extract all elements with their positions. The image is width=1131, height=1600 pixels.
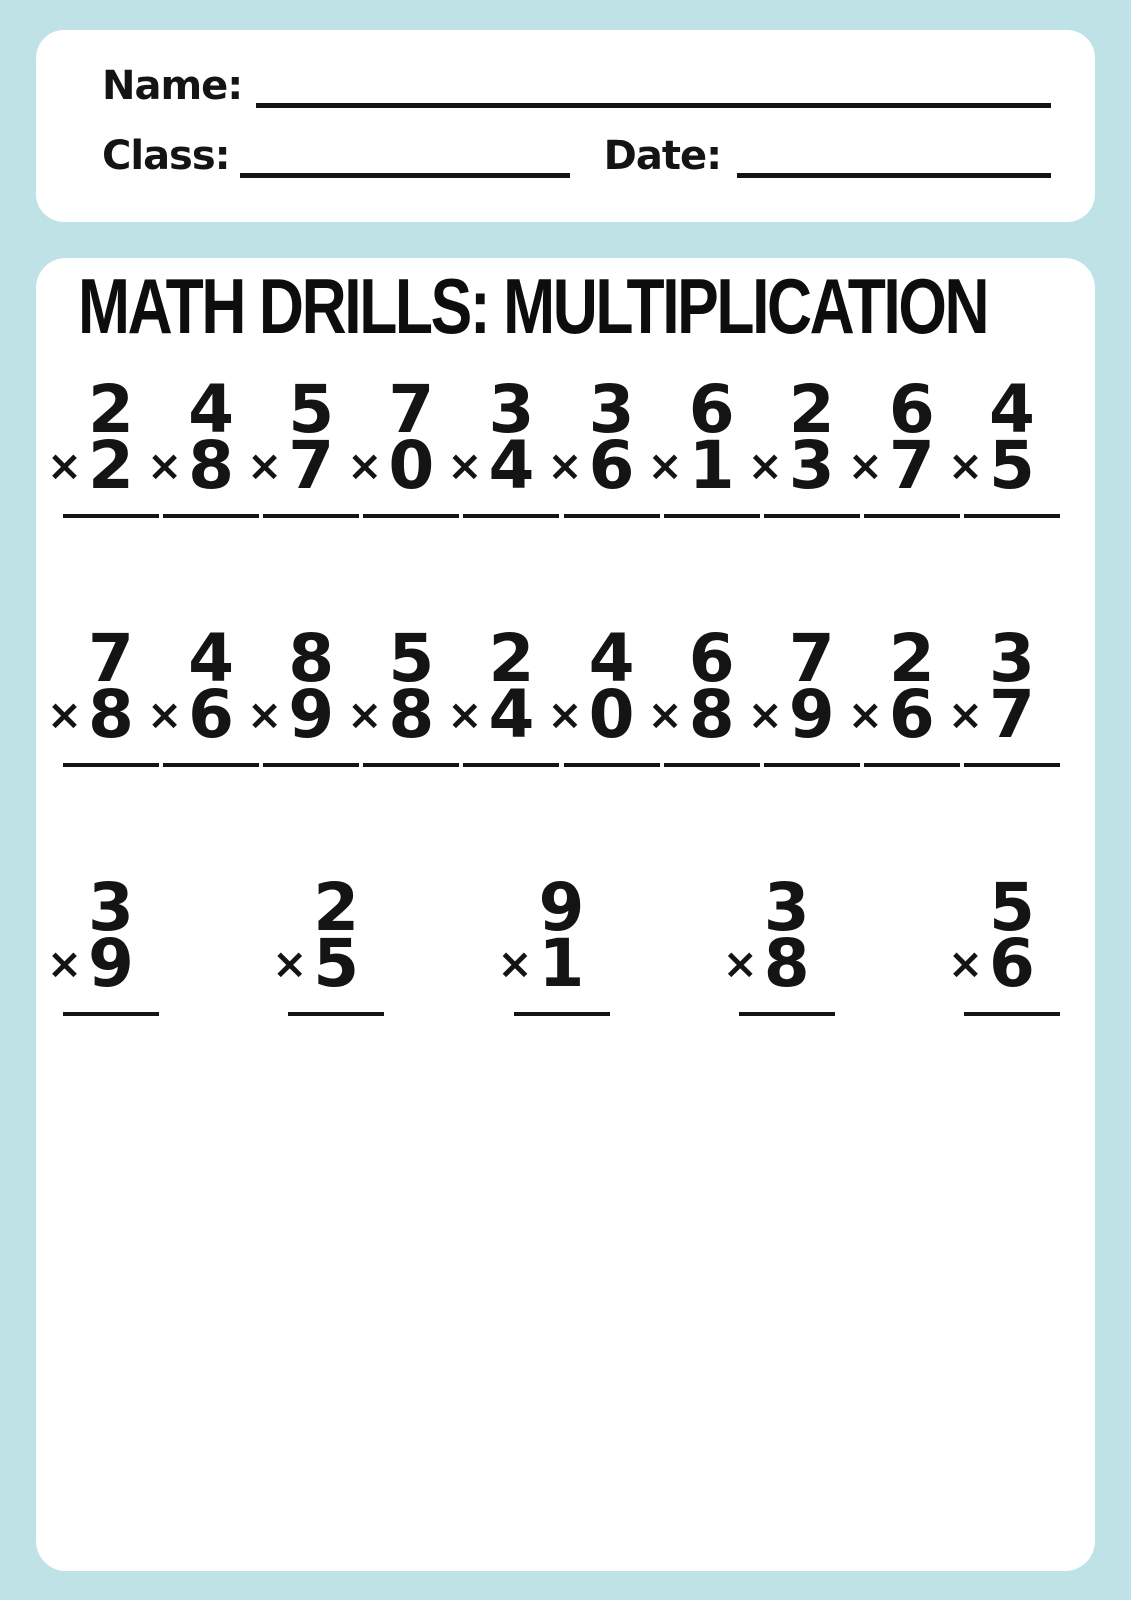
- answer-line: [764, 763, 860, 767]
- multiply-operator: ×: [722, 939, 758, 988]
- bottom-operand: 9: [88, 925, 134, 1002]
- bottom-operand: 5: [313, 925, 360, 1002]
- bottom-operand: 7: [288, 427, 335, 504]
- answer-line: [664, 514, 760, 518]
- worksheet-title: MATH DRILLS: MULTIPLICATION: [78, 262, 988, 350]
- multiplication-problem: [146, 620, 259, 767]
- multiplication-problem: [747, 371, 860, 518]
- top-operand: 5: [388, 620, 435, 697]
- multiply-operator: ×: [247, 690, 283, 739]
- answer-line: [288, 1012, 384, 1016]
- bottom-operand: 1: [688, 427, 735, 504]
- problems-grid: [46, 371, 1060, 1130]
- top-operand: 3: [488, 371, 535, 448]
- student-info-card: [36, 30, 1095, 222]
- top-operand: 6: [688, 620, 735, 697]
- multiply-operator: ×: [547, 441, 583, 490]
- class-label: Class:: [102, 133, 230, 179]
- top-operand: 5: [989, 869, 1035, 946]
- bottom-operand: 7: [888, 427, 935, 504]
- answer-line: [63, 514, 159, 518]
- bottom-operand: 4: [488, 676, 535, 753]
- answer-line: [163, 763, 259, 767]
- top-operand: 2: [488, 620, 535, 697]
- bottom-operand: 6: [188, 676, 235, 753]
- bottom-operand: 0: [588, 676, 635, 753]
- multiply-operator: ×: [447, 441, 483, 490]
- answer-line: [864, 514, 960, 518]
- multiply-operator: ×: [947, 441, 984, 490]
- multiplication-problem: [272, 869, 384, 1016]
- bottom-operand: 8: [688, 676, 735, 753]
- date-blank-line: [737, 138, 1051, 178]
- operator-operand-row: [747, 676, 835, 761]
- multiplication-problem: [722, 869, 835, 1016]
- multiplication-problem: [647, 620, 760, 767]
- top-operand: 2: [313, 869, 360, 946]
- operator-operand-row: [146, 427, 235, 512]
- operator-operand-row: [146, 676, 235, 761]
- answer-line: [964, 1012, 1060, 1016]
- top-operand: 4: [588, 620, 635, 697]
- top-operand: 9: [538, 869, 585, 946]
- answer-line: [463, 763, 559, 767]
- operator-operand-row: [447, 427, 535, 512]
- top-operand: 8: [288, 620, 335, 697]
- operator-operand-row: [46, 427, 134, 512]
- multiplication-problem: [46, 869, 159, 1016]
- multiply-operator: ×: [947, 690, 984, 739]
- multiply-operator: ×: [46, 690, 83, 739]
- multiply-operator: ×: [46, 939, 83, 988]
- multiply-operator: ×: [146, 690, 183, 739]
- operator-operand-row: [547, 427, 635, 512]
- bottom-operand: 6: [888, 676, 935, 753]
- bottom-operand: 9: [288, 676, 335, 753]
- multiply-operator: ×: [247, 441, 283, 490]
- operator-operand-row: [947, 925, 1035, 1010]
- operator-operand-row: [847, 427, 935, 512]
- top-operand: 5: [288, 371, 335, 448]
- name-label: Name:: [102, 63, 243, 109]
- top-operand: 3: [763, 869, 810, 946]
- bottom-operand: 8: [388, 676, 435, 753]
- multiply-operator: ×: [847, 690, 883, 739]
- multiplication-problem: [847, 620, 960, 767]
- multiply-operator: ×: [547, 690, 583, 739]
- operator-operand-row: [347, 427, 435, 512]
- operator-operand-row: [947, 427, 1035, 512]
- multiplication-problem: [747, 620, 860, 767]
- operator-operand-row: [722, 925, 810, 1010]
- top-operand: 7: [88, 620, 134, 697]
- answer-line: [564, 514, 660, 518]
- class-blank-line: [240, 138, 570, 178]
- top-operand: 4: [989, 371, 1035, 448]
- name-blank-line: [256, 68, 1051, 108]
- top-operand: 4: [188, 620, 235, 697]
- bottom-operand: 6: [588, 427, 635, 504]
- answer-line: [864, 763, 960, 767]
- top-operand: 2: [888, 620, 935, 697]
- answer-line: [764, 514, 860, 518]
- bottom-operand: 3: [788, 427, 835, 504]
- multiplication-problem: [547, 371, 660, 518]
- answer-line: [739, 1012, 835, 1016]
- answer-line: [63, 1012, 159, 1016]
- multiply-operator: ×: [497, 939, 533, 988]
- multiplication-problem: [447, 620, 559, 767]
- operator-operand-row: [947, 676, 1035, 761]
- multiply-operator: ×: [347, 690, 383, 739]
- operator-operand-row: [247, 427, 335, 512]
- answer-line: [63, 763, 159, 767]
- bottom-operand: 2: [88, 427, 134, 504]
- operator-operand-row: [547, 676, 635, 761]
- multiply-operator: ×: [447, 690, 483, 739]
- multiplication-problem: [247, 371, 359, 518]
- multiply-operator: ×: [847, 441, 883, 490]
- multiplication-problem: [247, 620, 359, 767]
- answer-line: [664, 763, 760, 767]
- multiply-operator: ×: [747, 441, 783, 490]
- top-operand: 3: [588, 371, 635, 448]
- operator-operand-row: [847, 676, 935, 761]
- bottom-operand: 5: [989, 427, 1035, 504]
- operator-operand-row: [347, 676, 435, 761]
- top-operand: 7: [388, 371, 435, 448]
- operator-operand-row: [247, 676, 335, 761]
- multiplication-problem: [347, 371, 459, 518]
- multiplication-problem: [146, 371, 259, 518]
- bottom-operand: 1: [538, 925, 585, 1002]
- operator-operand-row: [747, 427, 835, 512]
- multiplication-problem: [497, 869, 610, 1016]
- multiply-operator: ×: [647, 690, 683, 739]
- top-operand: 2: [88, 371, 134, 448]
- top-operand: 7: [788, 620, 835, 697]
- answer-line: [163, 514, 259, 518]
- multiplication-problem: [447, 371, 559, 518]
- worksheet-card: [36, 258, 1095, 1571]
- multiplication-problem: [647, 371, 760, 518]
- answer-line: [564, 763, 660, 767]
- multiplication-problem: [947, 620, 1060, 767]
- bottom-operand: 6: [989, 925, 1035, 1002]
- bottom-operand: 8: [88, 676, 134, 753]
- answer-line: [514, 1012, 610, 1016]
- multiplication-problem: [947, 869, 1060, 1016]
- date-label: Date:: [603, 133, 722, 179]
- bottom-operand: 7: [989, 676, 1035, 753]
- multiply-operator: ×: [272, 939, 308, 988]
- top-operand: 4: [188, 371, 235, 448]
- operator-operand-row: [647, 427, 735, 512]
- operator-operand-row: [647, 676, 735, 761]
- answer-line: [363, 514, 459, 518]
- multiply-operator: ×: [347, 441, 383, 490]
- multiply-operator: ×: [947, 939, 984, 988]
- operator-operand-row: [447, 676, 535, 761]
- bottom-operand: 8: [763, 925, 810, 1002]
- answer-line: [263, 514, 359, 518]
- class-date-field-row: [102, 132, 1051, 180]
- multiply-operator: ×: [146, 441, 183, 490]
- top-operand: 3: [88, 869, 134, 946]
- top-operand: 2: [788, 371, 835, 448]
- multiplication-problem: [46, 371, 159, 518]
- answer-line: [463, 514, 559, 518]
- multiply-operator: ×: [647, 441, 683, 490]
- answer-line: [964, 514, 1060, 518]
- answer-line: [263, 763, 359, 767]
- answer-line: [964, 763, 1060, 767]
- bottom-operand: 9: [788, 676, 835, 753]
- multiplication-problem: [46, 620, 159, 767]
- multiplication-problem: [547, 620, 660, 767]
- multiplication-problem: [947, 371, 1060, 518]
- multiply-operator: ×: [747, 690, 783, 739]
- bottom-operand: 0: [388, 427, 435, 504]
- operator-operand-row: [46, 676, 134, 761]
- top-operand: 6: [688, 371, 735, 448]
- top-operand: 3: [989, 620, 1035, 697]
- multiplication-problem: [847, 371, 960, 518]
- operator-operand-row: [46, 925, 134, 1010]
- multiplication-problem: [347, 620, 459, 767]
- operator-operand-row: [497, 925, 585, 1010]
- bottom-operand: 8: [188, 427, 235, 504]
- answer-line: [363, 763, 459, 767]
- name-field-row: [102, 62, 1051, 110]
- operator-operand-row: [272, 925, 360, 1010]
- top-operand: 6: [888, 371, 935, 448]
- bottom-operand: 4: [488, 427, 535, 504]
- multiply-operator: ×: [46, 441, 83, 490]
